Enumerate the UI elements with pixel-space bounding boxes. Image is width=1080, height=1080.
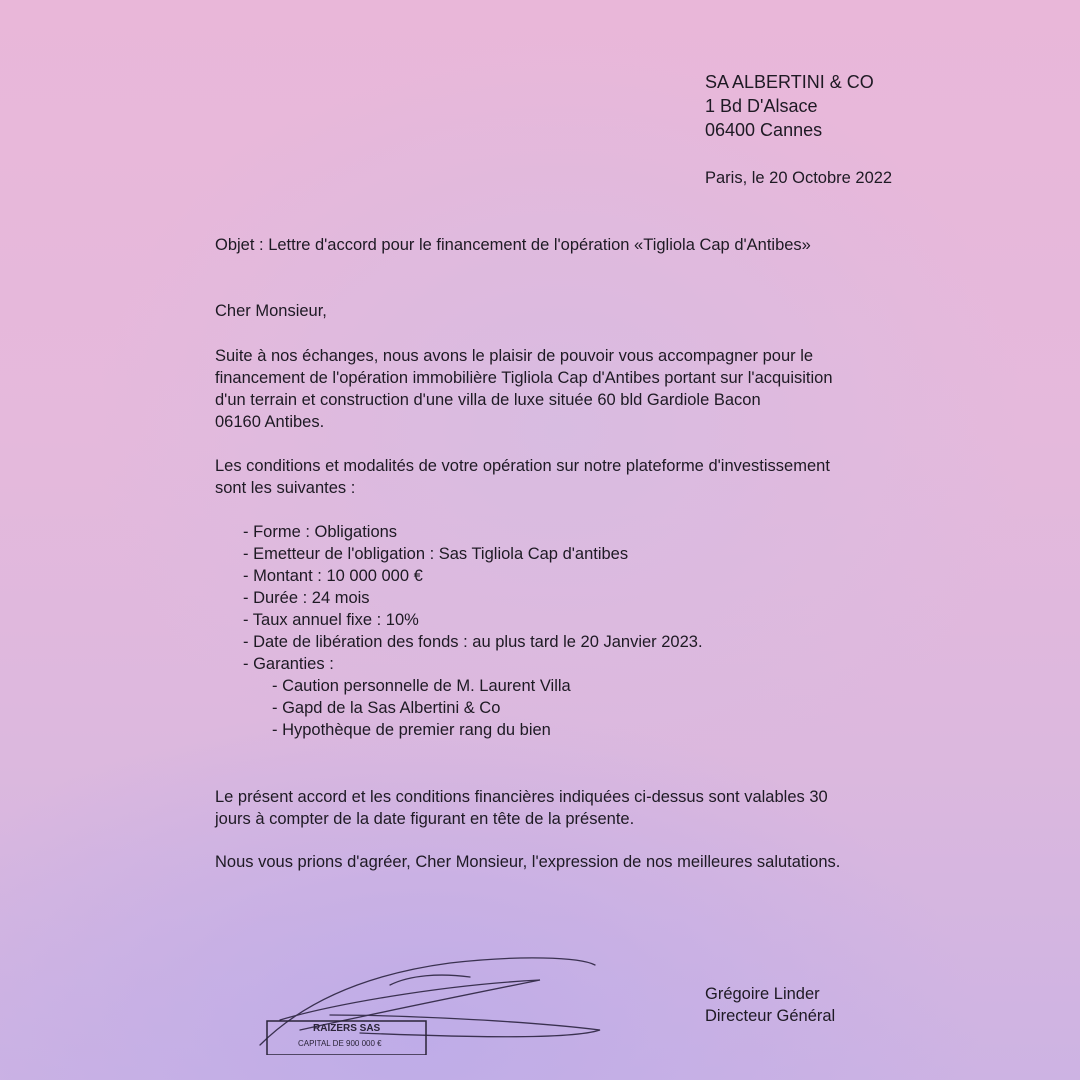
- paragraph-line: Les conditions et modalités de votre opération sur notre plateforme d'investissement: [215, 457, 830, 475]
- paragraph-line: financement de l'opération immobilière Tigliola Cap d'Antibes portant sur l'acquisition: [215, 369, 833, 387]
- term-item: - Taux annuel fixe : 10%: [243, 611, 419, 629]
- conditions-paragraph: [215, 455, 830, 499]
- term-item: - Emetteur de l'obligation : Sas Tigliola Cap d'antibes: [243, 545, 629, 563]
- term-item: - Durée : 24 mois: [243, 589, 370, 607]
- paragraph-line: Le présent accord et les conditions financières indiquées ci-dessus sont valables 30: [215, 788, 828, 806]
- closing-salutation: Nous vous prions d'agréer, Cher Monsieur, l'expression de nos meilleures salutations.: [215, 853, 841, 871]
- signature-stamp: [240, 945, 620, 1055]
- guarantee-item: - Caution personnelle de M. Laurent Villa: [272, 677, 571, 695]
- paragraph-line: Suite à nos échanges, nous avons le plaisir de pouvoir vous accompagner pour le: [215, 347, 814, 365]
- paragraph-line: sont les suivantes :: [215, 479, 356, 497]
- greeting: Cher Monsieur,: [215, 302, 327, 320]
- term-item: - Montant : 10 000 000 €: [243, 567, 423, 585]
- letter-date: Paris, le 20 Octobre 2022: [705, 169, 893, 187]
- recipient-name: SA ALBERTINI & CO: [705, 72, 874, 92]
- paragraph-line: jours à compter de la date figurant en tête de la présente.: [215, 810, 635, 828]
- term-item: - Date de libération des fonds : au plus tard le 20 Janvier 2023.: [243, 633, 703, 651]
- term-item: - Forme : Obligations: [243, 523, 398, 541]
- stamp-line2: CAPITAL DE 900 000 €: [298, 1039, 382, 1048]
- stamp-line1: RAIZERS SAS: [313, 1023, 381, 1034]
- recipient-address: [705, 70, 874, 142]
- paragraph-line: 06160 Antibes.: [215, 413, 325, 431]
- letter-subject: Objet : Lettre d'accord pour le financement de l'opération «Tigliola Cap d'Antibes»: [215, 236, 811, 254]
- signature-icon: [260, 958, 600, 1045]
- guarantee-item: - Gapd de la Sas Albertini & Co: [272, 699, 501, 717]
- recipient-street: 1 Bd D'Alsace: [705, 96, 818, 116]
- signer-block: [705, 983, 835, 1027]
- guarantee-item: - Hypothèque de premier rang du bien: [272, 721, 551, 739]
- paragraph-line: d'un terrain et construction d'une villa de luxe située 60 bld Gardiole Bacon: [215, 391, 761, 409]
- signer-title: Directeur Général: [705, 1007, 836, 1025]
- validity-paragraph: [215, 786, 828, 830]
- signer-name: Grégoire Linder: [705, 985, 820, 1003]
- term-item: - Garanties :: [243, 655, 334, 673]
- recipient-city: 06400 Cannes: [705, 120, 823, 140]
- intro-paragraph: [215, 345, 833, 433]
- terms-list: [243, 521, 703, 741]
